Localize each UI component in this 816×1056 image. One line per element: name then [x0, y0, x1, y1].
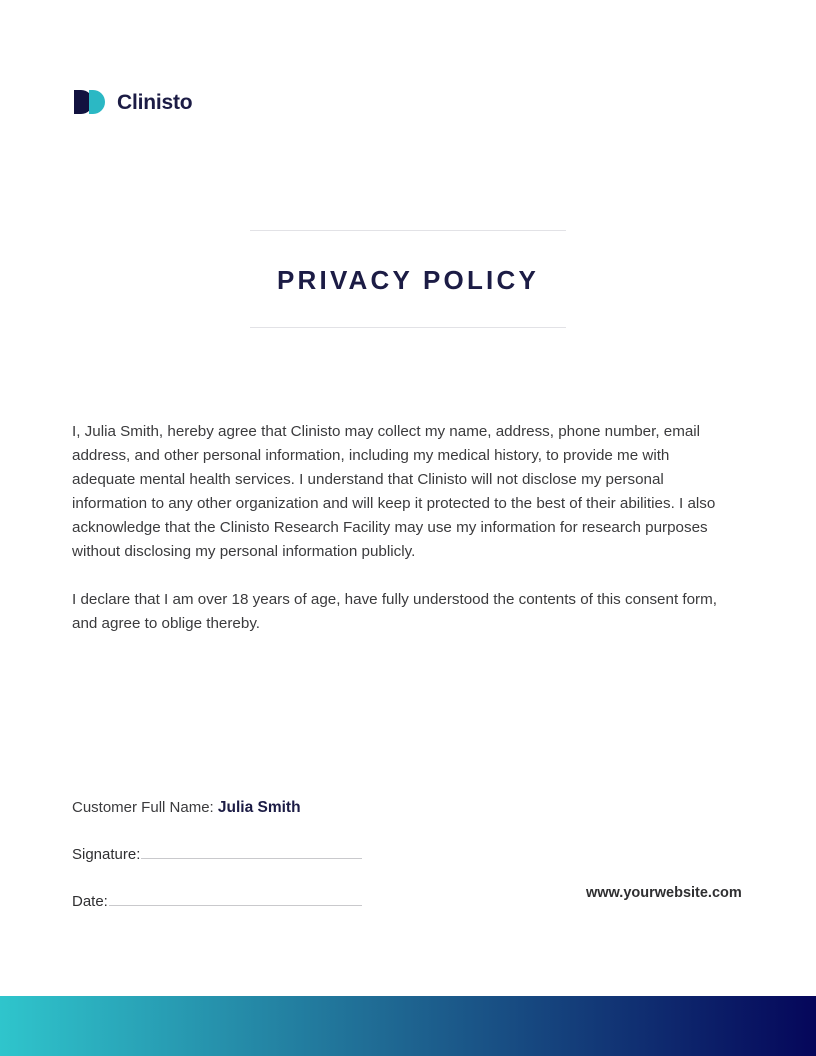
- customer-name-value: Julia Smith: [217, 799, 301, 816]
- brand-name: Clinisto: [117, 90, 193, 114]
- signature-section: [72, 798, 362, 912]
- footer-gradient-bar: [0, 996, 816, 1056]
- double-d-mark-icon: [72, 88, 108, 116]
- signature-label: Signature:: [72, 846, 141, 863]
- customer-name-label: Customer Full Name:: [72, 799, 214, 816]
- policy-body: [72, 420, 720, 636]
- title-rule-bottom: [250, 327, 566, 328]
- website-url[interactable]: www.yourwebsite.com: [586, 885, 742, 901]
- customer-name-row: [72, 798, 362, 818]
- date-input-line[interactable]: [109, 891, 362, 906]
- page-title: PRIVACY POLICY: [277, 265, 539, 295]
- date-label: Date:: [72, 893, 108, 910]
- policy-paragraph: I declare that I am over 18 years of age, have fully understood the contents of this consent form, and agree to oblige thereby.: [72, 591, 717, 632]
- brand-logo: [72, 88, 192, 116]
- policy-paragraph: I, Julia Smith, hereby agree that Clinisto may collect my name, address, phone number, email address, and other personal information, including my medical history, to provide me with adequate mental health services. I understand that Clinisto will not disclose my personal information to any other organization and will keep it protected to the best of their abilities. I also acknowledge that the Clinisto Research Facility may use my information for research purposes without disclosing my personal information publicly.: [72, 423, 716, 560]
- signature-input-line[interactable]: [141, 844, 362, 859]
- date-field[interactable]: [72, 891, 362, 912]
- signature-field[interactable]: [72, 844, 362, 865]
- document-title-block: [250, 230, 566, 328]
